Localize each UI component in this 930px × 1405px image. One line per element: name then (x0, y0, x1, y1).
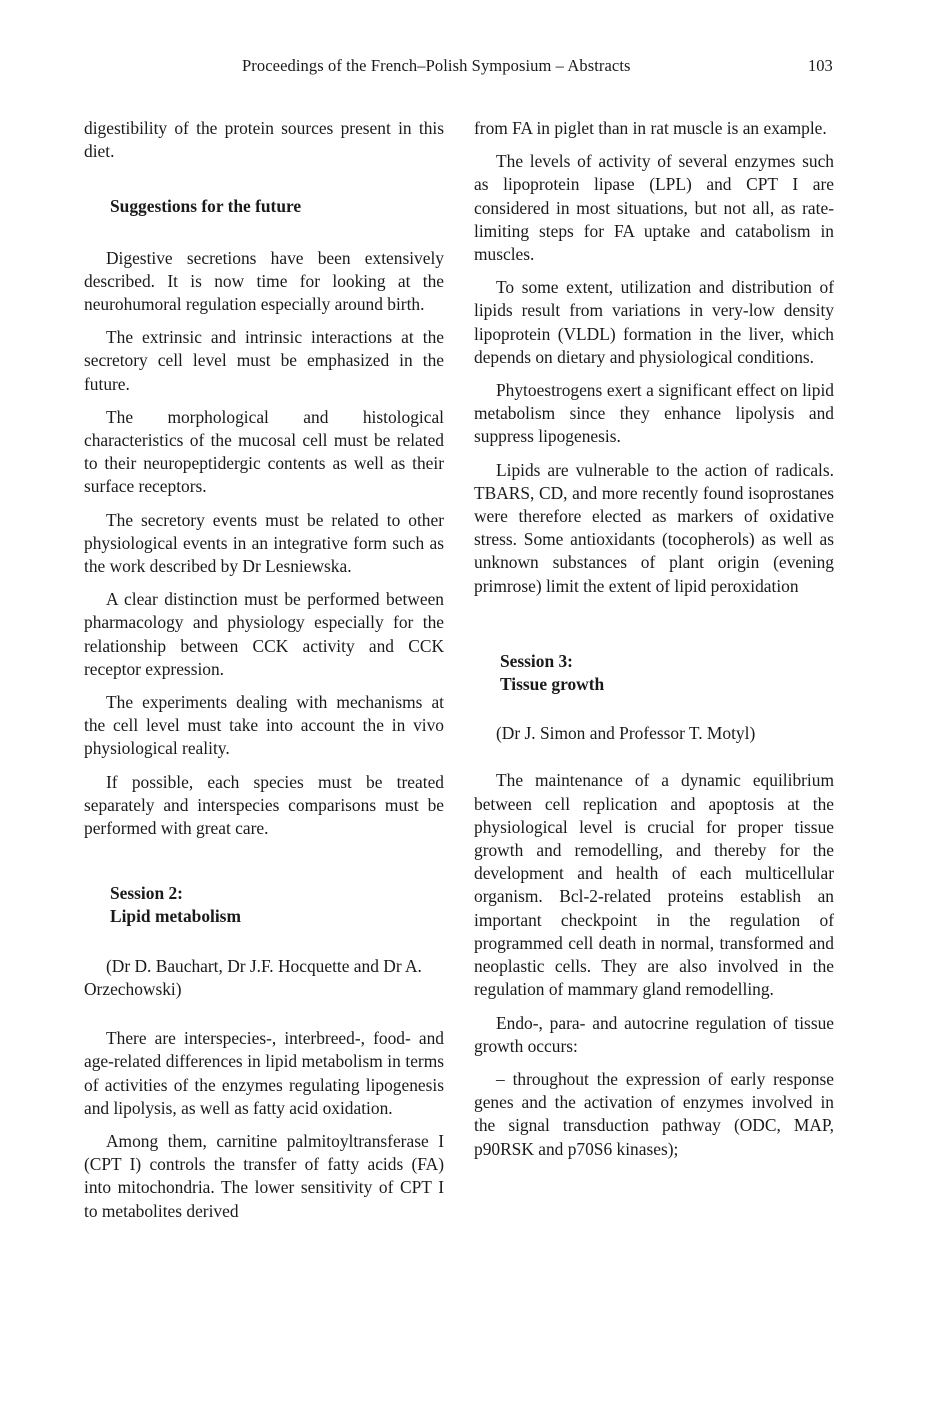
session-heading (500, 650, 834, 696)
body-paragraph: The secretory events must be related to other physiological events in an integrative form such as the work described by Dr Lesniewska. (84, 509, 444, 577)
session-label: Session 2: (110, 883, 183, 904)
body-paragraph: – throughout the expression of early response genes and the activation of enzymes involved in the signal transduction pathway (ODC, MAP, p90RSK and p70S6 kinases); (474, 1068, 834, 1159)
body-paragraph: Digestive secretions have been extensively described. It is now time for looking at the neurohumoral regulation especially around birth. (84, 247, 444, 315)
session-chairs: (Dr J. Simon and Professor T. Motyl) (496, 723, 756, 744)
body-paragraph: The morphological and histological characteristics of the mucosal cell must be related to their neuropeptidergic contents as well as their surface receptors. (84, 406, 444, 497)
body-paragraph: The extrinsic and intrinsic interactions at the secretory cell level must be emphasized in the future. (84, 327, 444, 394)
body-paragraph: To some extent, utilization and distribution of lipids result from variations in very-low density lipoprotein (VLDL) formation in the liver, which depends on dietary and physiological conditions. (474, 277, 834, 367)
session-heading (110, 882, 444, 928)
running-title: Proceedings of the French–Polish Symposium – Abstracts (242, 56, 631, 75)
session-title: Lipid metabolism (110, 906, 241, 927)
body-paragraph: If possible, each species must be treated separately and interspecies comparisons must be performed with great care. (84, 771, 444, 839)
left-column (84, 117, 444, 1233)
body-paragraph: Lipids are vulnerable to the action of radicals. TBARS, CD, and more recently found isoprostanes were therefore elected as markers of oxidative stress. Some antioxidants (tocopherols) as well as unknown substances of plant origin (evening primrose) limit the extent of lipid peroxidation (474, 459, 834, 596)
page-number: 103 (808, 56, 833, 75)
body-paragraph: Phytoestrogens exert a significant effect on lipid metabolism since they enhance lipolysis and suppress lipogenesis. (474, 380, 834, 447)
body-paragraph: The levels of activity of several enzymes such as lipoprotein lipase (LPL) and CPT I are considered in most situations, but not all, as rate-limiting steps for FA uptake and catabolism in muscles. (474, 151, 834, 265)
session-chairs: (Dr D. Bauchart, Dr J.F. Hocquette and Dr A. Orzechowski) (84, 955, 422, 999)
body-paragraph: The experiments dealing with mechanisms at the cell level must take into account the in vivo physiological reality. (84, 692, 444, 759)
section-heading: Suggestions for the future (110, 196, 302, 217)
body-paragraph: Among them, carnitine palmitoyltransferase I (CPT I) controls the transfer of fatty acids (FA) into mitochondria. The lower sensitivity of CPT I to metabolites derived (84, 1130, 444, 1221)
body-paragraph: Endo-, para- and autocrine regulation of tissue growth occurs: (474, 1012, 834, 1056)
right-column (474, 117, 834, 1171)
body-paragraph: The maintenance of a dynamic equilibrium between cell replication and apoptosis at the physiological level is crucial for proper tissue growth and remodelling, and thereby for the development and health of each multicellular organism. Bcl-2-related proteins establish an important checkpoint in the regulation of programmed cell death in normal, transformed and neoplastic cells. They are also involved in the regulation of mammary gland remodelling. (474, 770, 834, 1000)
running-header (0, 56, 930, 80)
session-label: Session 3: (500, 650, 573, 671)
session-title: Tissue growth (500, 674, 605, 695)
body-paragraph: A clear distinction must be performed between pharmacology and physiology especially for the relationship between CCK activity and CCK receptor expression. (84, 589, 444, 679)
body-paragraph: There are interspecies-, interbreed-, food- and age-related differences in lipid metabolism in terms of activities of the enzymes regulating lipogenesis and lipolysis, as well as fatty acid oxidation. (84, 1028, 444, 1118)
continuation-paragraph: digestibility of the protein sources present in this diet. (84, 118, 444, 162)
continuation-paragraph: from FA in piglet than in rat muscle is an example. (474, 118, 827, 138)
